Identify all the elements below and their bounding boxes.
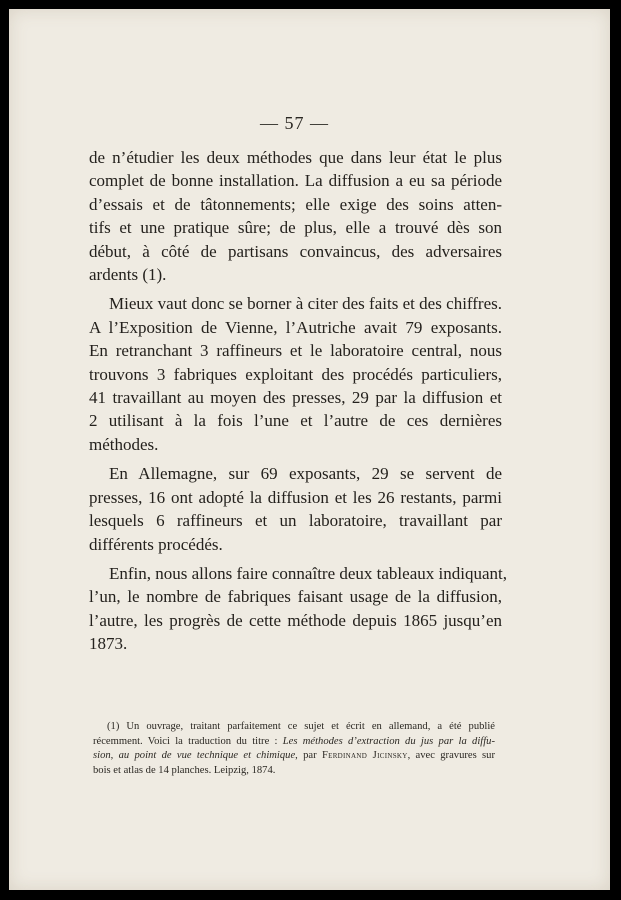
- text-line: Enfin, nous allons faire connaître deux tableaux indiquant,: [109, 563, 507, 583]
- text-line: trouvons 3 fabriques exploitant des procédés particuliers,: [89, 364, 502, 384]
- text-line: début, à côté de partisans convaincus, des adversaires: [89, 241, 502, 261]
- text-line: En retranchant 3 raffineurs et le laboratoire central, nous: [89, 341, 502, 361]
- page-number: — 57 —: [260, 113, 329, 133]
- text-line: 1873.: [89, 634, 128, 654]
- footnote-text: , avec gravures sur: [407, 750, 495, 762]
- text-line: Mieux vaut donc se borner à citer des faits et des chiffres.: [109, 294, 502, 314]
- text-line: d’essais et de tâtonnements; elle exige des soins atten-: [89, 194, 502, 214]
- text-line: de n’étudier les deux méthodes que dans leur état le plus: [89, 148, 502, 167]
- page-sheet: [9, 9, 610, 890]
- text-line: différents procédés.: [89, 534, 223, 554]
- footnote-title: sion, au point de vue technique et chimique: [93, 750, 296, 762]
- footnote-line: [93, 735, 495, 750]
- text-line: méthodes.: [89, 434, 159, 454]
- text-line: 41 travaillant au moyen des presses, 29 par la diffusion et: [89, 388, 502, 408]
- footnote-title: Les méthodes d’extraction du jus par la diffu-: [282, 735, 495, 747]
- text-line: A l’Exposition de Vienne, l’Autriche avait 79 exposants.: [89, 317, 502, 337]
- paragraph-2: [89, 292, 502, 456]
- text-line: tifs et une pratique sûre; de plus, elle a trouvé dès son: [89, 218, 502, 238]
- footnote: [93, 720, 495, 778]
- text-line: En Allemagne, sur 69 exposants, 29 se servent de: [109, 464, 502, 484]
- footnote-text: récemment. Voici la traduction du titre :: [93, 735, 283, 747]
- footnote-text: , par: [295, 750, 322, 762]
- footnote-line: bois et atlas de 14 planches. Leipzig, 1874.: [93, 764, 276, 776]
- text-line: ardents (1).: [89, 265, 167, 285]
- footnote-author: Ferdinand Jicinsky: [321, 750, 408, 762]
- paragraph-4: [89, 562, 507, 656]
- text-line: l’autre, les progrès de cette méthode depuis 1865 jusqu’en: [89, 610, 502, 630]
- paragraph-1: [89, 146, 502, 286]
- text-line: presses, 16 ont adopté la diffusion et les 26 restants, parmi: [89, 487, 502, 507]
- text-line: lesquels 6 raffineurs et un laboratoire, travaillant par: [89, 511, 502, 531]
- paragraph-3: [89, 462, 502, 556]
- footnote-line: (1) Un ouvrage, traitant parfaitement ce sujet et écrit en allemand, a été publié: [107, 721, 495, 732]
- text-line: l’un, le nombre de fabriques faisant usage de la diffusion,: [89, 587, 502, 607]
- text-line: complet de bonne installation. La diffusion a eu sa période: [89, 171, 502, 191]
- footnote-line: [93, 749, 495, 764]
- text-line: 2 utilisant à la fois l’une et l’autre de ces dernières: [89, 411, 502, 431]
- body-text: [89, 146, 507, 662]
